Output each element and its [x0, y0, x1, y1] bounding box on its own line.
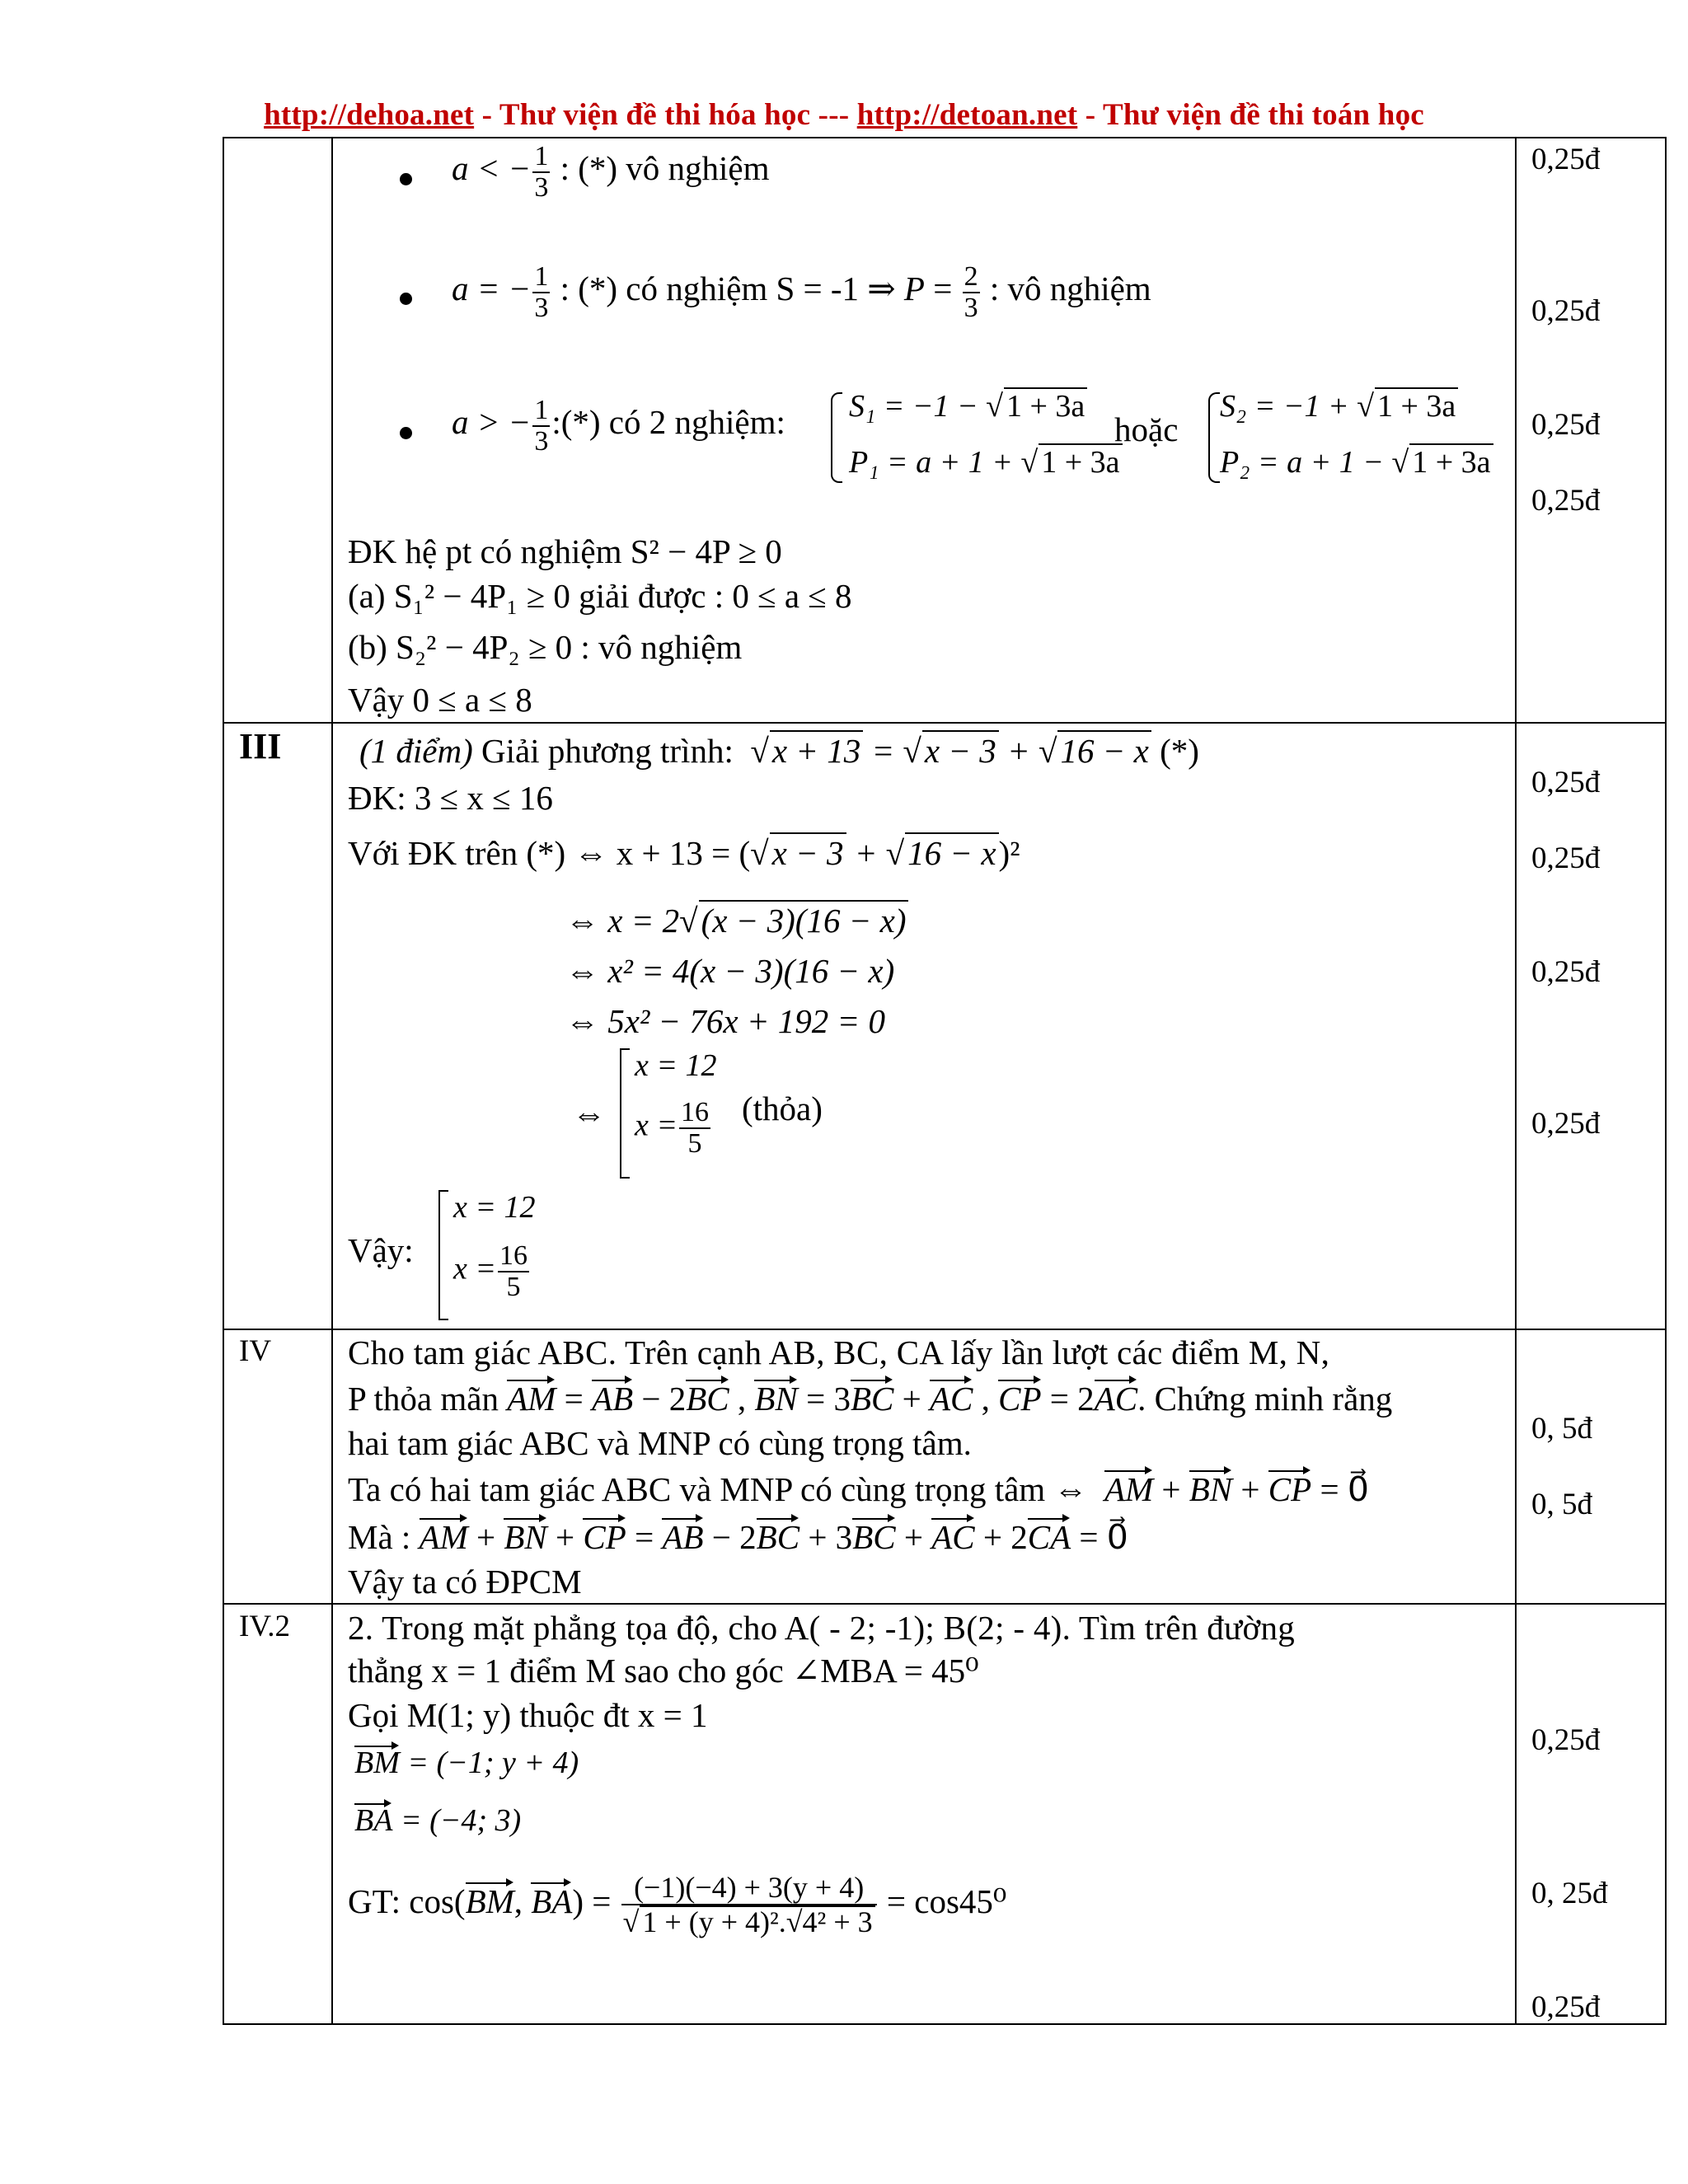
case-a-greater-text: :(*) có 2 nghiệm: [551, 403, 785, 442]
case-a-equal [452, 262, 1151, 322]
bullet-2 [400, 293, 412, 305]
bullet-3 [400, 427, 412, 439]
conclusion-sol-2-lhs: x = [453, 1251, 497, 1286]
gt-label: GT: cos( [348, 1882, 466, 1921]
section-label-iv: IV [239, 1334, 272, 1368]
fraction [532, 396, 550, 456]
iv2-ba: BA = (−4; 3) [354, 1803, 522, 1838]
iv2-line-2: thẳng x = 1 điểm M sao cho góc ∠MBA = 45⁰ [348, 1652, 979, 1690]
page-header [0, 97, 1688, 133]
eq-sign: = [924, 269, 961, 308]
conclusion-bracket [438, 1190, 448, 1320]
score-3: 0,25đ [1531, 408, 1601, 442]
p-symbol: P [903, 269, 925, 308]
conclusion-sol-2 [453, 1241, 531, 1301]
table-top-border [223, 137, 1667, 138]
system1-s-text: S₁ = −1 − [849, 389, 987, 424]
col-border-left [223, 137, 224, 2025]
score-1: 0,25đ [1531, 143, 1601, 176]
table-bottom-border [223, 2023, 1667, 2025]
iii-domain: ĐK: 3 ≤ x ≤ 16 [348, 779, 553, 817]
row-divider-iv [223, 1329, 1667, 1330]
frac-den: 3 [534, 171, 549, 203]
iv-line-4-text: Ta có hai tam giác ABC và MNP có cùng trọng tâm ⇔ [348, 1470, 1088, 1508]
square-step-radicals: √x − 3 + √16 − x [750, 834, 998, 872]
frac-den: 3 [964, 292, 978, 323]
section-label-iii: III [239, 726, 282, 766]
iii-points: (1 điểm) [359, 732, 473, 770]
gt-num: (−1)(−4) + 3(y + 4) [621, 1872, 877, 1905]
iv2-gt: GT: cos(BM, BA) = $\frac{(-1)(-4) + 3(y + 4)}{\text{√ 1 + (y + 4)².√4² + 3}}$ = cos45⁰ [348, 1871, 1007, 1938]
score-2: 0,25đ [1531, 294, 1601, 328]
iv-line-5-text: Mà : [348, 1518, 411, 1556]
case-a-equal-mid: : (*) có nghiệm S = -1 ⇒ [551, 269, 904, 308]
iii-step-3: ⇔ 5x² − 76x + 192 = 0 [565, 1002, 885, 1040]
square-step-text: Với ĐK trên (*) ⇔ x + 13 = ( [348, 834, 751, 872]
square-step-end: )² [998, 834, 1020, 872]
fraction [963, 262, 980, 322]
condition-b: (b) S₂² − 4P₂ ≥ 0 : vô nghiệm [348, 628, 743, 666]
frac-den: 5 [687, 1127, 702, 1159]
fraction [532, 262, 550, 322]
score-8: 0,25đ [1531, 1107, 1601, 1141]
iii-step-4-arrow: ⇔ [572, 1094, 606, 1132]
frac-num: 1 [534, 261, 549, 292]
system2-p: P₂ = a + 1 − √ 1 + 3a [1220, 443, 1493, 481]
score-11: 0,25đ [1531, 1723, 1601, 1757]
iv-line-2-end: . Chứng minh rằng [1137, 1380, 1393, 1418]
header-text-1: - Thư viện đề thi hóa học --- [474, 98, 857, 132]
eq-star: (*) [1151, 732, 1199, 770]
iv-line-3: hai tam giác ABC và MNP có cùng trọng tâm. [348, 1424, 972, 1462]
thoa-note: (thỏa) [742, 1090, 823, 1127]
hoac-label: hoặc [1114, 410, 1179, 448]
gt-den: √ 1 + (y + 4)².√4² + 3 [621, 1905, 877, 1938]
col-border-right [1665, 137, 1667, 2025]
iv-line-2: P thỏa mãn AM = AB − 2BC , BN = 3BC + AC , CP = 2AC. Chứng minh rằng [348, 1380, 1393, 1418]
row-divider-iii [223, 722, 1667, 724]
system1-s-rad: 1 + 3a [1004, 387, 1087, 425]
system-brace-2 [1208, 392, 1220, 483]
system2-s-text: S₂ = −1 + [1220, 389, 1357, 424]
iii-conclusion-label: Vậy: [348, 1231, 414, 1269]
iii-title [359, 730, 1199, 771]
iv-line-6: Vậy ta có ĐPCM [348, 1563, 582, 1601]
dehoa-link[interactable]: http://dehoa.net [264, 98, 475, 132]
system2-p-rad: 1 + 3a [1409, 443, 1493, 481]
fraction [679, 1098, 710, 1158]
gt-fraction [621, 1872, 877, 1938]
iii-square-step [348, 832, 1020, 873]
frac-num: 1 [534, 141, 549, 171]
frac-num: 1 [534, 395, 549, 425]
frac-den: 3 [534, 425, 549, 457]
system1-p: P₁ = a + 1 + √ 1 + 3a [849, 443, 1123, 481]
bm-value: = (−1; y + 4) [407, 1746, 579, 1780]
conclusion-ii: Vậy 0 ≤ a ≤ 8 [348, 681, 532, 719]
fraction [532, 142, 550, 202]
fraction [498, 1241, 529, 1301]
score-10: 0, 5đ [1531, 1488, 1592, 1521]
iii-equation: √x + 13 = √x − 3 + √16 − x [742, 732, 1151, 770]
condition-a: (a) S₁² − 4P₁ ≥ 0 giải được : 0 ≤ a ≤ 8 [348, 577, 852, 615]
score-5: 0,25đ [1531, 766, 1601, 799]
case-a-less-text: : (*) vô nghiệm [551, 149, 770, 188]
header-text-2: - Thư viện đề thi toán học [1077, 98, 1424, 132]
system-brace-1 [831, 392, 842, 483]
case-a-equal-lhs: a = − [452, 269, 532, 308]
eq-b: x − 3 [770, 832, 846, 873]
gt-den-rad: 1 + (y + 4)².√4² + 3 [640, 1905, 874, 1938]
case-a-less [452, 142, 770, 202]
frac-num: 16 [499, 1240, 528, 1271]
iv-line-5: Mà : AM + BN + CP = AB − 2BC + 3BC + AC + 2CA = 0⃗ [348, 1518, 1128, 1556]
case-a-greater-lhs: a > − [452, 403, 532, 442]
system1-p-text: P₁ = a + 1 + [849, 445, 1021, 480]
solution-2-lhs: x = [635, 1108, 678, 1143]
col-border-score [1515, 137, 1517, 2025]
iv-line-2-start: P thỏa mãn [348, 1380, 508, 1418]
row-divider-iv2 [223, 1603, 1667, 1605]
iv2-bm: BM = (−1; y + 4) [354, 1746, 579, 1780]
iv2-line-1: 2. Trong mặt phẳng tọa độ, cho A( - 2; -1); B(2; - 4). Tìm trên đường [348, 1609, 1296, 1647]
system2-s-rad: 1 + 3a [1375, 387, 1458, 425]
frac-den: 5 [506, 1271, 521, 1302]
iv-line-4: Ta có hai tam giác ABC và MNP có cùng trọng tâm ⇔ AM + BN + CP = 0⃗ [348, 1470, 1369, 1508]
system2-s: S₂ = −1 + √ 1 + 3a [1220, 387, 1458, 425]
eq-c: 16 − x [1057, 730, 1151, 771]
case-a-less-lhs: a < − [452, 149, 532, 188]
score-6: 0,25đ [1531, 841, 1601, 875]
solution-2 [635, 1098, 712, 1158]
system2-p-text: P₂ = a + 1 − [1220, 445, 1392, 480]
score-13: 0,25đ [1531, 1990, 1601, 2024]
eq-c: 16 − x [905, 832, 998, 873]
iv2-line-3: Gọi M(1; y) thuộc đt x = 1 [348, 1696, 708, 1734]
system1-p-rad: 1 + 3a [1039, 443, 1122, 481]
iv-line-1: Cho tam giác ABC. Trên cạnh AB, BC, CA lấy lần lượt các điểm M, N, [348, 1333, 1330, 1371]
score-9: 0, 5đ [1531, 1412, 1592, 1446]
frac-num: 16 [681, 1097, 710, 1127]
iii-step-1: ⇔ x = 2√(x − 3)(16 − x) [565, 900, 908, 940]
solution-bracket [620, 1048, 630, 1179]
score-7: 0,25đ [1531, 955, 1601, 989]
detoan-link[interactable]: http://detoan.net [856, 98, 1078, 132]
col-border-section [331, 137, 333, 2025]
bullet-1 [400, 173, 412, 185]
iii-task: Giải phương trình: [472, 732, 734, 770]
section-label-iv2: IV.2 [239, 1610, 291, 1643]
iii-step-2: ⇔ x² = 4(x − 3)(16 − x) [565, 952, 895, 990]
ba-value: = (−4; 3) [400, 1803, 522, 1838]
step1-text: ⇔ x = 2 [565, 902, 680, 940]
solution-1: x = 12 [635, 1048, 717, 1083]
frac-den: 3 [534, 292, 549, 323]
score-4: 0,25đ [1531, 484, 1601, 518]
eq-a: x + 13 [770, 730, 863, 771]
system1-s: S₁ = −1 − √ 1 + 3a [849, 387, 1087, 425]
eq-b: x − 3 [922, 730, 999, 771]
case-a-equal-text: : vô nghiệm [981, 269, 1151, 308]
gt-end: = cos45⁰ [886, 1882, 1007, 1921]
step1-rad: (x − 3)(16 − x) [699, 900, 909, 940]
score-12: 0, 25đ [1531, 1877, 1608, 1910]
case-a-greater [452, 396, 785, 456]
frac-num: 2 [964, 261, 978, 292]
condition-line: ĐK hệ pt có nghiệm S² − 4P ≥ 0 [348, 532, 782, 570]
conclusion-sol-1: x = 12 [453, 1190, 536, 1225]
